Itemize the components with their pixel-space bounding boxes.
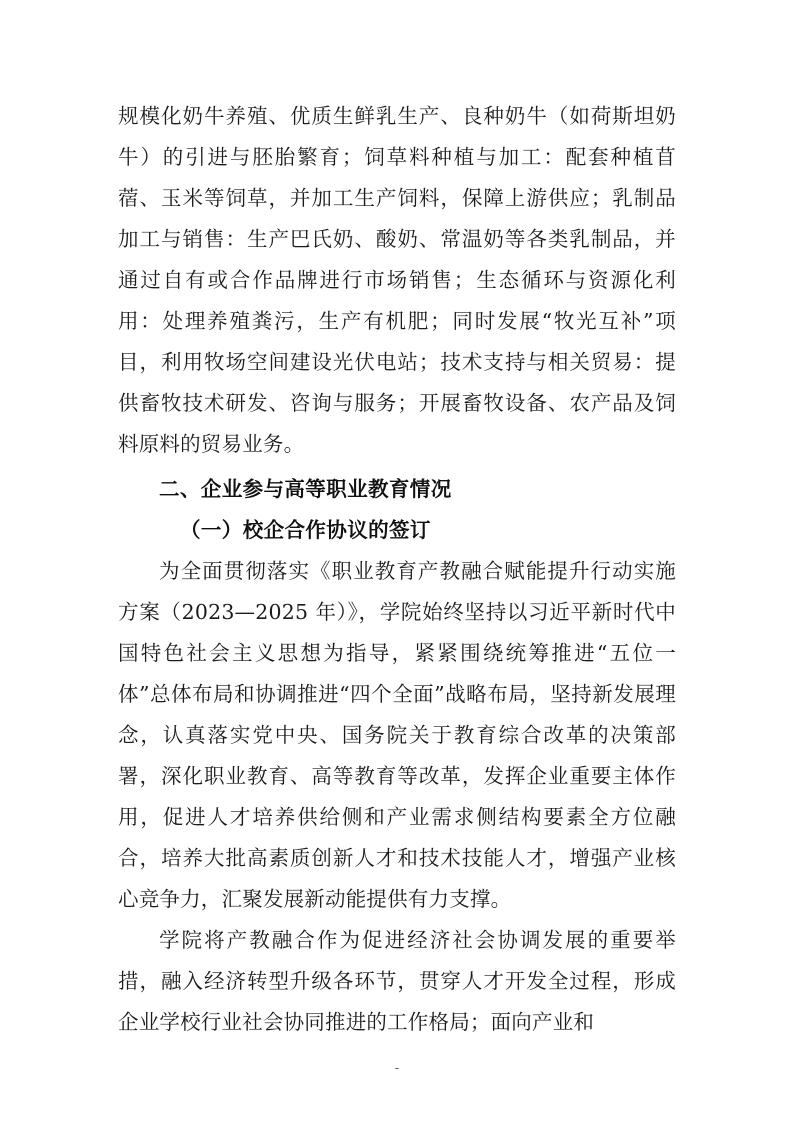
paragraph-industry-education-integration: 学院将产教融合作为促进经济社会协调发展的重要举措，融入经济转型升级各环节，贯穿人才开发全过程，形成企业学校行业社会协同推进的工作格局；面向产业和 [118,928,676,1034]
paragraph-business-scope: 规模化奶牛养殖、优质生鲜乳生产、良种奶牛（如荷斯坦奶牛）的引进与胚胎繁育；饲草料种植与加工：配套种植苜蓿、玉米等饲草，并加工生产饲料，保障上游供应；乳制品加工与销售：生产巴氏奶、酸奶、常温奶等各类乳制品，并通过自有或合作品牌进行市场销售；生态循环与资源化利用：处理养殖粪污，生产有机肥；同时发展“牧光互补”项目，利用牧场空间建设光伏电站；技术支持与相关贸易：提供畜牧技术研发、咨询与服务；开展畜牧设备、农产品及饲料原料的贸易业务。 [118,104,676,456]
paragraph-policy-background: 为全面贯彻落实《职业教育产教融合赋能提升行动实施方案（2023—2025 年）》，学院始终坚持以习近平新时代中国特色社会主义思想为指导，紧紧围绕统筹推进“五位一体”总体布局和协调推进“四个全面”战略布局，坚持新发展理念，认真落实党中央、国务院关于教育综合改革的决策部署，深化职业教育、高等教育等改革，发挥企业重要主体作用，促进人才培养供给侧和产业需求侧结构要素全方位融合，培养大批高素质创新人才和技术技能人才，增强产业核心竞争力，汇聚发展新动能提供有力支撑。 [118,559,676,911]
page-footer-marker: - [394,1061,400,1076]
heading-subsection-one: （一）校企合作协议的签订 [180,518,431,542]
heading-section-two: 二、企业参与高等职业教育情况 [159,477,452,501]
document-body [118,96,676,1043]
